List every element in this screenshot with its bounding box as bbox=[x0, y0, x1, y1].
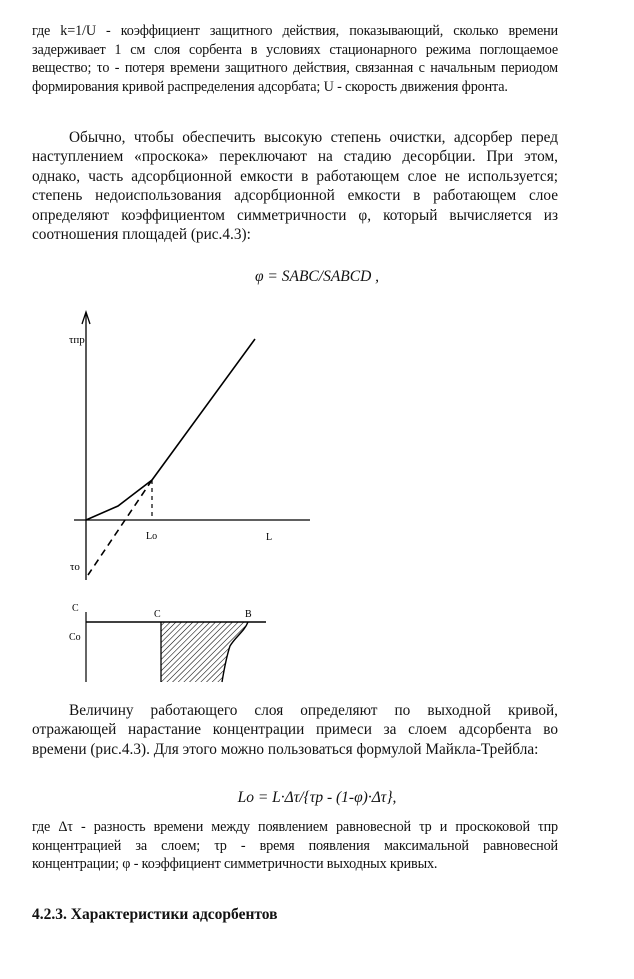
bottom-chart bbox=[69, 603, 266, 682]
paragraph-desorption: Обычно, чтобы обеспечить высокую степень очистки, адсорбер перед наступлением «проскока» переключают на стадию десорбции. При этом, однако, часть адсорбционной емкости в работающем слое не используется; степень недоиспользования адсорбционной емкости в работающем слое определяют коэффициентом симметричности φ, который вычисляется из соотношения площадей (рис.4.3): bbox=[32, 129, 558, 244]
hatched-area bbox=[161, 622, 248, 682]
paragraph-delta-tau: где Δτ - разность времени между появлением равновесной τp и проскоковой τпр концентрацией за слоем; τp - время появления максимальной равновесной концентрации; φ - коэффициент симметричности выходных кривых. bbox=[32, 819, 558, 873]
point-c-label: C bbox=[154, 609, 161, 620]
point-b-label: B bbox=[245, 609, 252, 620]
bottom-y-axis-label: C bbox=[72, 603, 79, 614]
co-label: Co bbox=[69, 632, 81, 643]
paragraph-definitions: где k=1/U - коэффициент защитного действия, показывающий, сколько времени задерживает 1 см слоя сорбента в условиях стационарного режима поглощаемое вещество; τo - потеря времени защитного действия, связанная с начальным периодом формирования кривой распределения адсорбата; U - скорость движения фронта. bbox=[32, 23, 558, 95]
top-x-axis-label: L bbox=[266, 532, 273, 543]
extrapolation-dashed-line bbox=[88, 480, 152, 575]
paragraph-working-layer: Величину работающего слоя определяют по выходной кривой, отражающей нарастание концентрации примеси за слоем адсорбента во времени (рис.4.3). Для этого можно пользоваться формулой Майкла-Трейбла: bbox=[32, 702, 558, 758]
lo-label: Lo bbox=[146, 531, 158, 542]
tau-o-label: τo bbox=[70, 561, 80, 573]
section-heading: 4.2.3. Характеристики адсорбентов bbox=[32, 906, 278, 923]
top-chart bbox=[69, 312, 310, 580]
formula-michaels-treybal: Lo = L·Δτ/{τp - (1-φ)·Δτ}, bbox=[237, 789, 397, 806]
formula-symmetry-coefficient: φ = SABC/SABCD , bbox=[254, 268, 380, 285]
protection-time-curve bbox=[86, 339, 255, 520]
top-y-axis-label: τпр bbox=[69, 334, 85, 346]
